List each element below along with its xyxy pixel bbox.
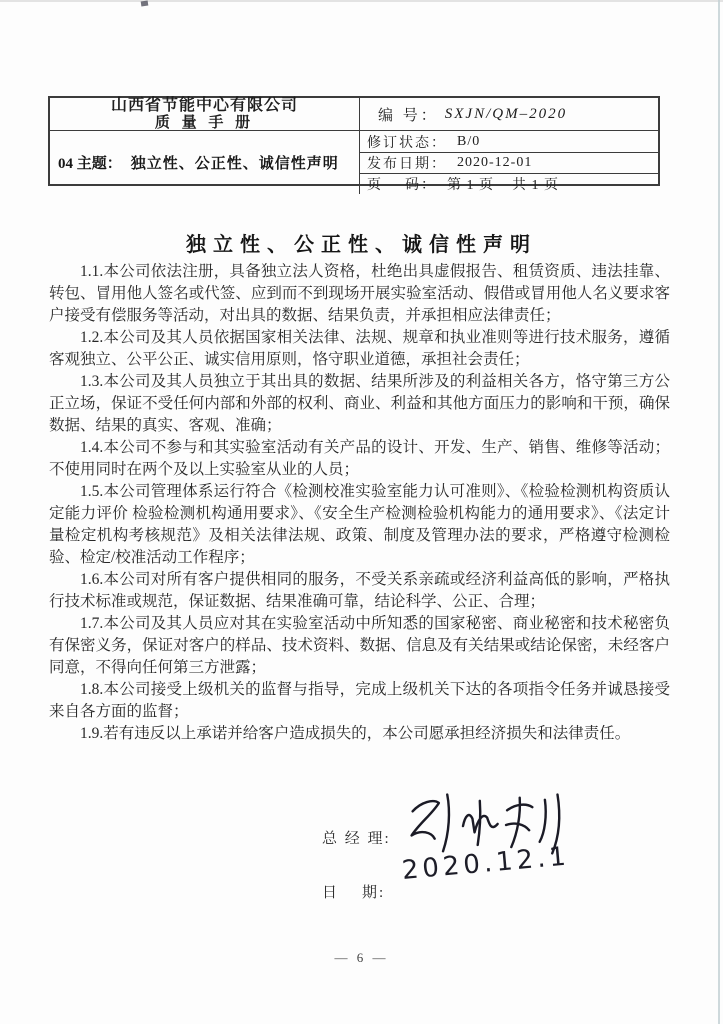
issue-date-row	[360, 152, 658, 173]
body-paragraph: 1.5.本公司管理体系运行符合《检测校准实验室能力认可准则》、《检验检测机构资质认定能力评价 检验检测机构通用要求》、《安全生产检测检验机构能力的通用要求》、《法定计量检定机构考核规范》及相关法律法规、政策、制度及管理办法的要求，严格遵守检测检验、检定/校准活动工作程序；	[49, 483, 670, 566]
declaration-body	[49, 261, 670, 745]
header-table	[48, 96, 660, 193]
date-label: 日 期:	[322, 885, 386, 901]
body-paragraph: 1.2.本公司及其人员依据国家相关法律、法规、规章和执业准则等进行技术服务，遵循客观独立、公平公正、诚实信用原则，恪守职业道德，承担社会责任；	[49, 329, 670, 368]
scan-speck-artifact	[141, 1, 149, 7]
company-name: 山西省节能中心有限公司	[110, 96, 298, 114]
document-title: 独立性、公正性、诚信性声明	[186, 234, 537, 256]
page-code-label: 页 码：	[367, 178, 437, 193]
doc-number-value: SXJN/QM–2020	[444, 105, 568, 122]
body-paragraph: 1.3.本公司及其人员独立于其出具的数据、结果所涉及的利益相关各方，恪守第三方公正立场，保证不受任何内部和外部的权利、商业、利益和其他方面压力的影响和干预，确保数据、结果的真实、客观、准确；	[49, 373, 670, 434]
subject-cell	[50, 131, 360, 194]
doc-number-cell	[360, 98, 658, 131]
revision-row	[360, 131, 658, 152]
body-paragraph: 1.6.本公司对所有客户提供相同的服务，不受关系亲疏或经济利益高低的影响，严格执行技术标准或规范，保证数据、结果准确可靠，结论科学、公正、合理；	[49, 571, 670, 610]
company-title-cell	[50, 98, 360, 131]
body-paragraph: 1.9.若有违反以上承诺并给客户造成损失的，本公司愿承担经济损失和法律责任。	[80, 725, 631, 742]
body-paragraph: 1.8.本公司接受上级机关的监督与指导，完成上级机关下达的各项指令任务并诚恳接受来自各方面的监督；	[49, 681, 670, 720]
general-manager-label: 总 经 理:	[322, 831, 391, 847]
issue-date-label: 发布日期：	[367, 157, 447, 172]
body-paragraph: 1.1.本公司依法注册，具备独立法人资格，杜绝出具虚假报告、租赁资质、违法挂靠、转包、冒用他人签名或代签、应到而不到现场开展实验室活动、假借或冒用他人名义要求客户接受有偿服务等活动，对出具的数据、结果负责，并承担相应法律责任；	[49, 263, 670, 324]
page-code-value: 第 1 页 共 1 页	[447, 178, 559, 193]
revision-value: B/0	[457, 133, 481, 149]
date-handwriting: 2020.12.1	[400, 841, 571, 886]
body-paragraph: 1.4.本公司不参与和其实验室活动有关产品的设计、开发、生产、销售、维修等活动；不使用同时在两个及以上实验室从业的人员；	[49, 439, 670, 478]
subject-value: 独立性、公正性、诚信性声明	[130, 156, 339, 172]
manual-title: 质 量 手 册	[154, 114, 255, 131]
body-paragraph: 1.7.本公司及其人员应对其在实验室活动中所知悉的国家秘密、商业秘密和技术秘密负有保密义务，保证对客户的样品、技术资料、数据、信息及有关结果或结论保密，未经客户同意，不得向任何第三方泄露；	[49, 615, 670, 676]
issue-date-value: 2020-12-01	[457, 155, 533, 170]
revision-label: 修订状态：	[367, 135, 447, 151]
scan-right-edge-artifact	[718, 0, 720, 1024]
footer-page-number: — 6 —	[334, 950, 389, 965]
meta-rows-cell	[360, 131, 658, 194]
scan-top-edge-artifact	[0, 0, 723, 2]
subject-label: 04 主题：	[58, 156, 122, 172]
doc-number-label: 编 号：	[378, 107, 439, 124]
page-code-row	[360, 173, 658, 194]
